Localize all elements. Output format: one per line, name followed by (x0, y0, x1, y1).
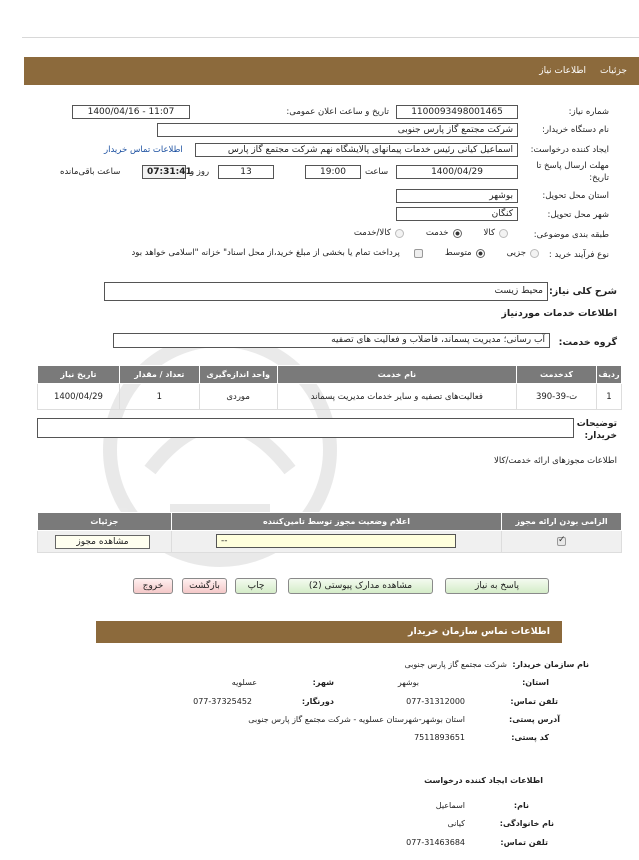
cell-quantity: 1 (119, 384, 199, 410)
cell-service-code: ت-39-390 (517, 384, 597, 410)
contact-address-value: استان بوشهر-شهرستان عسلویه - شرکت مجتمع گاز پارس جنوبی (248, 715, 465, 724)
announce-label: تاریخ و ساعت اعلان عمومی: (286, 107, 389, 117)
remaining-label: ساعت باقی‌مانده (60, 167, 121, 177)
cat-service-radio[interactable] (453, 229, 462, 238)
contact-fax-label: دورنگار: (301, 697, 334, 706)
contact-city-label: شهر: (312, 678, 334, 687)
buyer-contact-link[interactable]: اطلاعات تماس خریدار (104, 145, 183, 155)
col-permit-required: الزامی بودن ارائه مجوز (502, 513, 622, 531)
group-field: آب رسانی؛ مدیریت پسماند، فاضلاب و فعالیت های تصفیه (113, 333, 550, 348)
permits-title: اطلاعات مجوزهای ارائه خدمت/کالا (494, 456, 617, 466)
attachments-button[interactable]: مشاهده مدارک پیوستی (2) (288, 578, 433, 594)
treasury-checkbox[interactable] (414, 249, 423, 258)
view-permit-button[interactable]: مشاهده مجوز (55, 535, 150, 549)
buyer-org-label: نام دستگاه خریدار: (542, 125, 609, 135)
contact-postal-label: کد پستی: (511, 733, 549, 742)
city-field: کنگان (396, 207, 518, 221)
pt-partial-label: جزیی (506, 248, 526, 258)
category-label: طبقه بندی موضوعی: (533, 230, 609, 240)
summary-field: محیط زیست (104, 282, 548, 301)
contact-phone-value: 077-31312000 (406, 697, 465, 706)
creator-field: اسماعیل کیانی رئیس خدمات پیمانهای پالایشگاه نهم شرکت مجتمع گاز پارس (195, 143, 518, 157)
purchase-type-label: نوع فرآیند خرید : (548, 250, 609, 260)
contact-province-label: استان: (522, 678, 549, 687)
org-name-label: نام سازمان خریدار: (512, 660, 589, 669)
announce-field: 1400/04/16 - 11:07 (72, 105, 190, 119)
creator-phone-value: 077-31463684 (406, 838, 465, 847)
contact-city-value: عسلویه (231, 678, 257, 687)
cat-service-label: خدمت (425, 228, 449, 238)
need-info-link[interactable]: اطلاعات نیاز (539, 66, 587, 76)
pt-medium-label: متوسط (444, 248, 472, 258)
top-divider (22, 37, 639, 38)
deadline-date-field: 1400/04/29 (396, 165, 518, 179)
group-label: گروه خدمت: (558, 337, 617, 348)
payment-note: پرداخت تمام یا بخشی از مبلغ خرید،از محل اسناد" خزانه "اسلامی خواهد بود (131, 248, 400, 258)
services-title: اطلاعات خدمات مورد‌نیاز (501, 308, 617, 319)
col-need-date: تاریخ نیاز (38, 366, 120, 384)
creator-last-name-value: کیانی (447, 819, 465, 828)
contact-postal-value: 7511893651 (414, 733, 465, 742)
days-label: روز و (190, 167, 210, 177)
cat-goods-radio[interactable] (499, 229, 508, 238)
buyer-notes-label: توضیحات خریدار: (576, 419, 617, 441)
back-button[interactable]: بازگشت (182, 578, 227, 594)
permit-status-field[interactable]: -- (216, 534, 456, 548)
cat-goods-label: کالا (483, 228, 495, 238)
need-number-label: شماره نیاز: (568, 107, 609, 117)
province-label: استان محل تحویل: (542, 191, 609, 201)
permit-required-checkbox (557, 537, 566, 546)
creator-last-name-label: نام خانوادگی: (499, 819, 554, 828)
summary-label: شرح کلی نیاز: (548, 286, 617, 297)
cell-row-number: 1 (596, 384, 621, 410)
services-header-row (38, 366, 622, 384)
col-details: جزئیات (38, 513, 172, 531)
cell-need-date: 1400/04/29 (38, 384, 120, 410)
creator-label: ایجاد کننده درخواست: (530, 145, 609, 155)
col-service-name: نام خدمت (277, 366, 517, 384)
contact-address-label: آدرس پستی: (509, 715, 560, 724)
exit-button[interactable]: خروج (133, 578, 173, 594)
days-field: 13 (218, 165, 274, 179)
col-quantity: تعداد / مقدار (119, 366, 199, 384)
col-row: ردیف (596, 366, 621, 384)
cell-unit: موردی (199, 384, 277, 410)
cat-goods-service-radio[interactable] (395, 229, 404, 238)
city-label: شهر محل تحویل: (547, 210, 609, 220)
pt-partial-radio[interactable] (530, 249, 539, 258)
col-unit: واحد اندازه‌گیری (199, 366, 277, 384)
need-number-field: 1100093498001465 (396, 105, 518, 119)
deadline-label: مهلت ارسال پاسخ تا تاریخ: (536, 161, 609, 183)
buyer-org-field: شرکت مجتمع گاز پارس جنوبی (157, 123, 518, 137)
top-nav-bar (24, 57, 639, 85)
deadline-time-field: 19:00 (305, 165, 361, 179)
province-field: بوشهر (396, 189, 518, 203)
contact-phone-label: تلفن تماس: (510, 697, 558, 706)
purchase-type-options (132, 248, 539, 258)
deadline-time-label: ساعت (365, 167, 389, 177)
contact-province-value: بوشهر (397, 678, 419, 687)
reply-button[interactable]: پاسخ به نیاز (445, 578, 549, 594)
pt-medium-radio[interactable] (476, 249, 485, 258)
category-options (354, 228, 508, 238)
cell-service-name: فعالیت‌های تصفیه و سایر خدمات مدیریت پسماند (277, 384, 517, 410)
remaining-time-field: 07:31:41 (142, 165, 186, 179)
col-permit-status: اعلام وضعیت مجوز توسط تامین‌کننده (171, 513, 501, 531)
creator-first-name-label: نام: (513, 801, 529, 810)
buyer-notes-field (37, 418, 574, 438)
creator-first-name-value: اسماعیل (435, 801, 465, 810)
services-table (37, 365, 622, 410)
col-service-code: کدخدمت (517, 366, 597, 384)
details-link[interactable]: جزئیات (600, 66, 627, 76)
org-name-value: شرکت مجتمع گاز پارس جنوبی (404, 660, 507, 669)
contact-title-bar: اطلاعات تماس سازمان خریدار (96, 621, 562, 643)
creator-info-title: اطلاعات ایجاد کننده درخواست (424, 776, 543, 785)
contact-fax-value: 077-37325452 (193, 697, 252, 706)
permits-header-row (38, 513, 622, 531)
print-button[interactable]: چاپ (235, 578, 277, 594)
table-row (38, 384, 622, 410)
cat-goods-service-label: کالا/خدمت (353, 228, 391, 238)
creator-phone-label: تلفن تماس: (500, 838, 548, 847)
